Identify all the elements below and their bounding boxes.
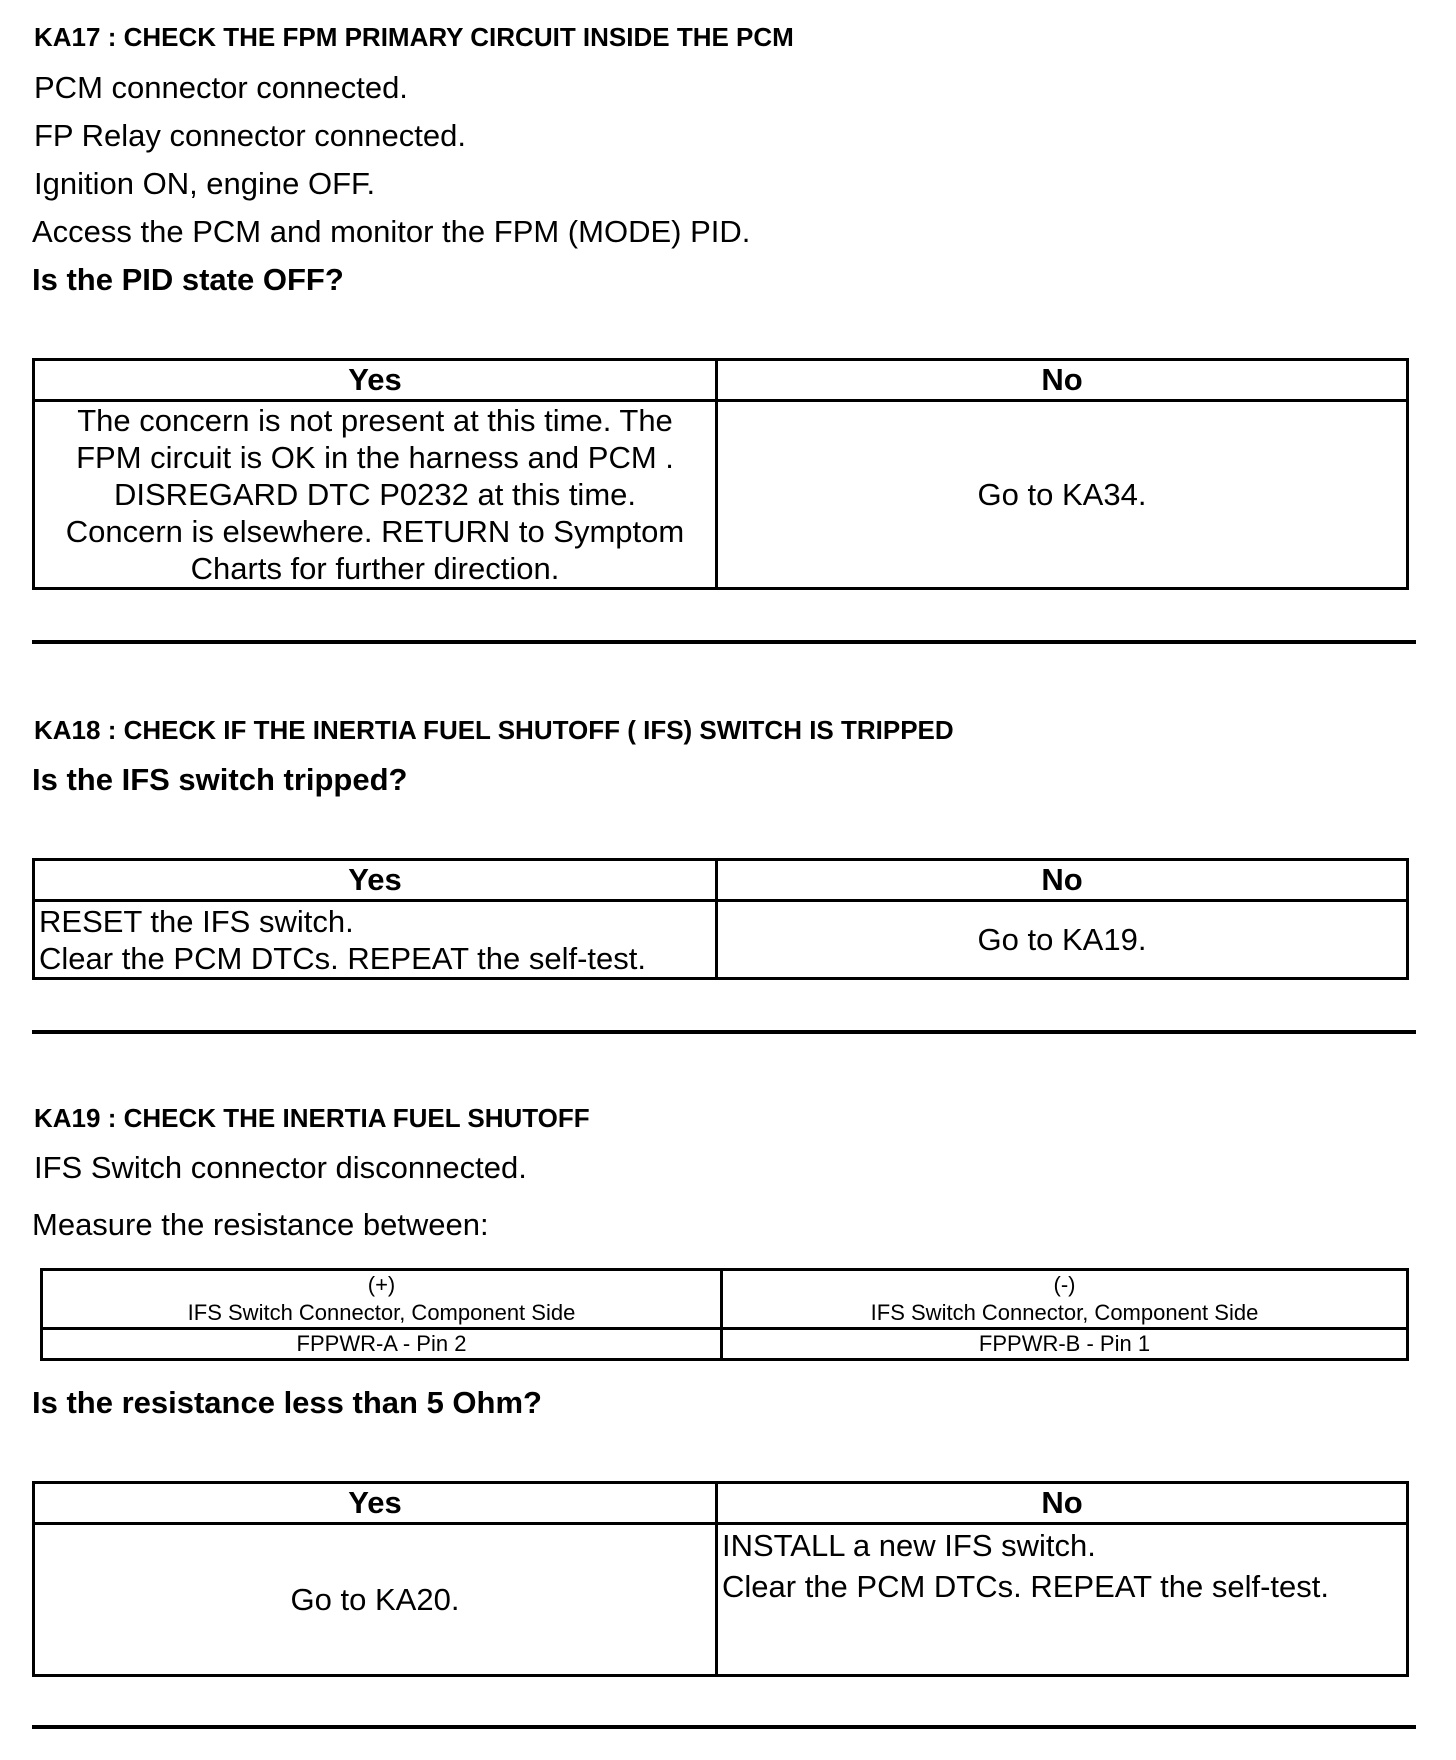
ka19-yes-header: Yes xyxy=(34,1483,717,1524)
ka17-yes-line: Concern is elsewhere. RETURN to Symptom xyxy=(65,514,685,549)
ka17-result-table xyxy=(32,358,1409,590)
ka19-heading: KA19 : CHECK THE INERTIA FUEL SHUTOFF xyxy=(34,1103,590,1133)
ka19-question: Is the resistance less than 5 Ohm? xyxy=(32,1385,542,1420)
ka17-step-3: Ignition ON, engine OFF. xyxy=(34,166,376,201)
ka18-result-table xyxy=(32,858,1409,980)
ka19-step-2: Measure the resistance between: xyxy=(32,1207,489,1242)
ka17-step-2: FP Relay connector connected. xyxy=(34,118,466,153)
ka19-step-1: IFS Switch connector disconnected. xyxy=(34,1150,527,1185)
negative-connector-desc: IFS Switch Connector, Component Side xyxy=(870,1300,1259,1325)
ka18-yes-header: Yes xyxy=(34,860,717,901)
ka19-yes-cell: Go to KA20. xyxy=(34,1524,717,1676)
ka18-no-cell: Go to KA19. xyxy=(717,901,1408,979)
positive-probe-cell xyxy=(42,1270,722,1329)
ka17-yes-line: FPM circuit is OK in the harness and PCM . xyxy=(76,440,674,475)
ka17-yes-line: The concern is not present at this time. The xyxy=(77,403,673,438)
negative-pin: FPPWR-B - Pin 1 xyxy=(722,1329,1408,1360)
ka19-no-cell xyxy=(717,1524,1408,1676)
section-divider xyxy=(32,1725,1416,1729)
ka17-heading: KA17 : CHECK THE FPM PRIMARY CIRCUIT INSIDE THE PCM xyxy=(34,22,794,52)
positive-connector-desc: IFS Switch Connector, Component Side xyxy=(187,1300,576,1325)
ka19-no-line: INSTALL a new IFS switch. xyxy=(722,1528,1096,1563)
measurement-table xyxy=(40,1268,1409,1361)
ka18-yes-line: Clear the PCM DTCs. REPEAT the self-test. xyxy=(39,940,646,976)
ka19-no-line: Clear the PCM DTCs. REPEAT the self-test. xyxy=(722,1569,1329,1604)
negative-probe-cell xyxy=(722,1270,1408,1329)
ka18-yes-cell xyxy=(34,901,717,979)
ka17-yes-cell xyxy=(34,401,717,589)
ka19-no-header: No xyxy=(717,1483,1408,1524)
ka17-question: Is the PID state OFF? xyxy=(32,262,344,297)
positive-sign: (+) xyxy=(367,1272,396,1297)
ka18-no-header: No xyxy=(717,860,1408,901)
ka17-step-1: PCM connector connected. xyxy=(34,70,408,105)
ka18-heading: KA18 : CHECK IF THE INERTIA FUEL SHUTOFF ( IFS) SWITCH IS TRIPPED xyxy=(34,715,954,745)
ka17-no-header: No xyxy=(717,360,1408,401)
ka19-result-table xyxy=(32,1481,1409,1677)
section-divider xyxy=(32,1030,1416,1034)
section-divider xyxy=(32,640,1416,644)
ka17-step-4: Access the PCM and monitor the FPM (MODE) PID. xyxy=(32,214,751,249)
ka17-no-cell: Go to KA34. xyxy=(717,401,1408,589)
ka17-yes-header: Yes xyxy=(34,360,717,401)
negative-sign: (-) xyxy=(1053,1272,1076,1297)
positive-pin: FPPWR-A - Pin 2 xyxy=(42,1329,722,1360)
ka18-yes-line: RESET the IFS switch. xyxy=(39,903,354,939)
ka18-question: Is the IFS switch tripped? xyxy=(32,762,408,797)
ka17-yes-line: DISREGARD DTC P0232 at this time. xyxy=(114,477,636,512)
ka17-yes-line: Charts for further direction. xyxy=(190,551,560,586)
